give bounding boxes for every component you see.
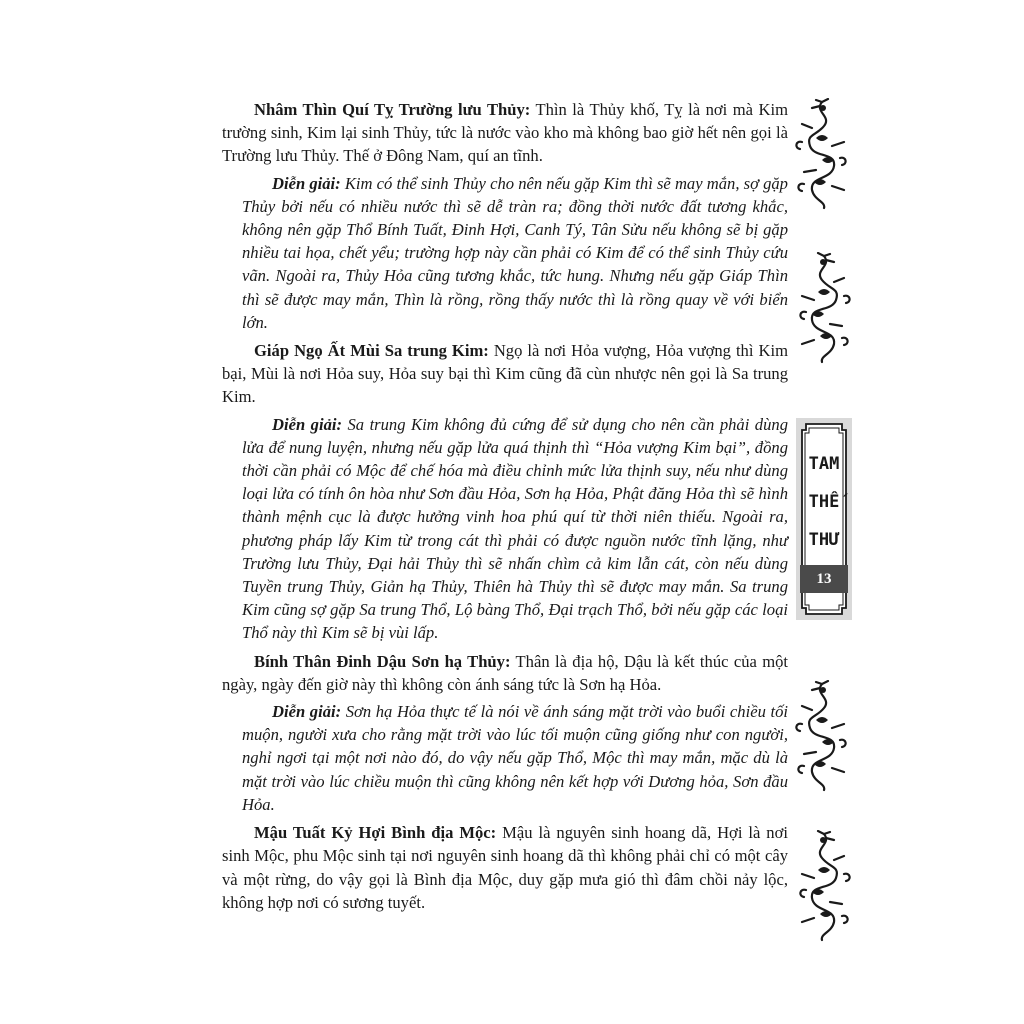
dragon-icon xyxy=(792,830,854,942)
entry-1-explain-text: Kim có thể sinh Thủy cho nên nếu gặp Kim thì sẽ may mắn, sợ gặp Thủy bởi nếu có nhiều nước thì sẽ dễ tràn ra; đồng thời nước đất tương khắc, không nên gặp Thổ Bính Tuất, Đinh Hợi, Canh Tý, Tân Sửu nếu không sẽ bị gặp nhiều tai họa, chết yểu; trường hợp này cần phải có Kim để có thể sinh Thủy cứu vãn. Ngoài ra, Thủy Hỏa cũng tương khắc, tức hung. Nhưng nếu gặp Giáp Thìn thì sẽ được may mắn, Thìn là rồng, rồng thấy nước thì là rồng quay về với biển lớn. xyxy=(242,173,788,332)
tab-title-word-1: TAM xyxy=(808,454,840,474)
entry-3-title: Bính Thân Đinh Dậu Sơn hạ Thủy: xyxy=(254,651,511,671)
entry-4-body: Mậu là nguyên sinh hoang dã, Hợi là nơi sinh Mộc, phu Mộc sinh tại nơi nguyên sinh hoang dã thì không phải chỉ có một cây và một rừng, do vậy gọi là Bình địa Mộc, duy gặp mưa gió thì đâm chồi nảy lộc, không hợp nơi có sương tuyết. xyxy=(222,823,788,912)
entry-1-explain xyxy=(242,172,788,334)
entry-3-explain-text: Sơn hạ Hỏa thực tế là nói về ánh sáng mặt trời vào buổi chiều tối muộn, người xưa cho rằng mặt trời vào lúc tối muộn cũng giống như con người, nghỉ ngơi tại một nơi nào đó, do vậy nếu gặp Thổ, Mộc thì may mắn, mặc dù là mặt trời vào lúc chiều muộn thì cũng không nên kết hợp với Dương hỏa, Sơn đầu Hỏa. xyxy=(242,702,788,814)
entry-1-explain-label: Diễn giải: xyxy=(272,173,341,193)
entry-1 xyxy=(222,98,788,168)
dragon-icon xyxy=(792,680,854,792)
tab-title-word-3: THƯ xyxy=(808,530,840,550)
entry-2-title: Giáp Ngọ Ất Mùi Sa trung Kim: xyxy=(254,341,489,361)
dragon-icon xyxy=(792,98,854,210)
entry-1-title: Nhâm Thìn Quí Tỵ Trường lưu Thủy: xyxy=(254,100,531,119)
dragon-icon xyxy=(792,680,854,792)
entry-2-explain-text: Sa trung Kim không đủ cứng để sử dụng cho nên cần phải dùng lửa để nung luyện, nhưng nếu gặp lửa quá thịnh thì “Hỏa vượng Kim bại”, đồng thời cần phải có Mộc để chế hóa mà điều chỉnh mức lửa thịnh suy, nếu như dùng loại lửa có tính ôn hòa như Sơn đầu Hỏa, Sơn hạ Hỏa, Phật đăng Hỏa thì sẽ hình thành mệnh cục là được hưởng vinh hoa phú quí từ thời niên thiếu. Ngoài ra, phương pháp lấy Kim từ trong cát thì phải có được nguồn nước tĩnh lặng, như Trường lưu Thủy, Đại hải Thủy thì sẽ nhấn chìm cả kim lẫn cát, còn nếu dùng Tuyền trung Thủy, Giản hạ Thủy, Thiên hà Thủy thì sẽ được may mắn. Sa trung Kim cũng sợ gặp Sa trung Thổ, Lộ bàng Thổ, Đại trạch Thổ, bởi nếu gặp các loại Thổ này thì Kim sẽ bị vùi lấp. xyxy=(242,414,788,643)
entry-2-explain xyxy=(242,413,788,645)
dragon-icon xyxy=(792,830,854,942)
entry-4-title: Mậu Tuất Kỷ Hợi Bình địa Mộc: xyxy=(254,823,497,843)
entry-3-explain-label: Diễn giải: xyxy=(272,702,342,722)
page-number: 13 xyxy=(800,565,848,593)
dragon-icon xyxy=(792,252,854,364)
tab-title-word-2: THẾ xyxy=(808,492,840,512)
entry-3-body: Thân là địa hộ, Dậu là kết thúc của một ngày, ngày đến giờ này thì không còn ánh sáng tức là Sơn hạ Hỏa. xyxy=(222,651,789,694)
main-text xyxy=(222,98,788,918)
entry-3-explain xyxy=(242,700,788,816)
entry-2-explain-label: Diễn giải: xyxy=(272,414,343,434)
entry-2 xyxy=(222,339,788,409)
entry-2-body: Ngọ là nơi Hỏa vượng, Hỏa vượng thì Kim bại, Mùi là nơi Hỏa suy, Hỏa suy bại thì Kim cũng đã cùn nhược nên gọi là Sa trung Kim. xyxy=(222,341,788,407)
entry-1-body: Thìn là Thủy khố, Tỵ là nơi mà Kim trường sinh, Kim lại sinh Thủy, tức là nước vào kho mà không bao giờ hết nên gọi là Trường lưu Thủy. Thế ở Đông Nam, quí an tĩnh. xyxy=(222,100,788,166)
entry-4 xyxy=(222,821,788,914)
dragon-icon xyxy=(792,98,854,210)
entry-3 xyxy=(222,650,788,696)
dragon-icon xyxy=(792,252,854,364)
